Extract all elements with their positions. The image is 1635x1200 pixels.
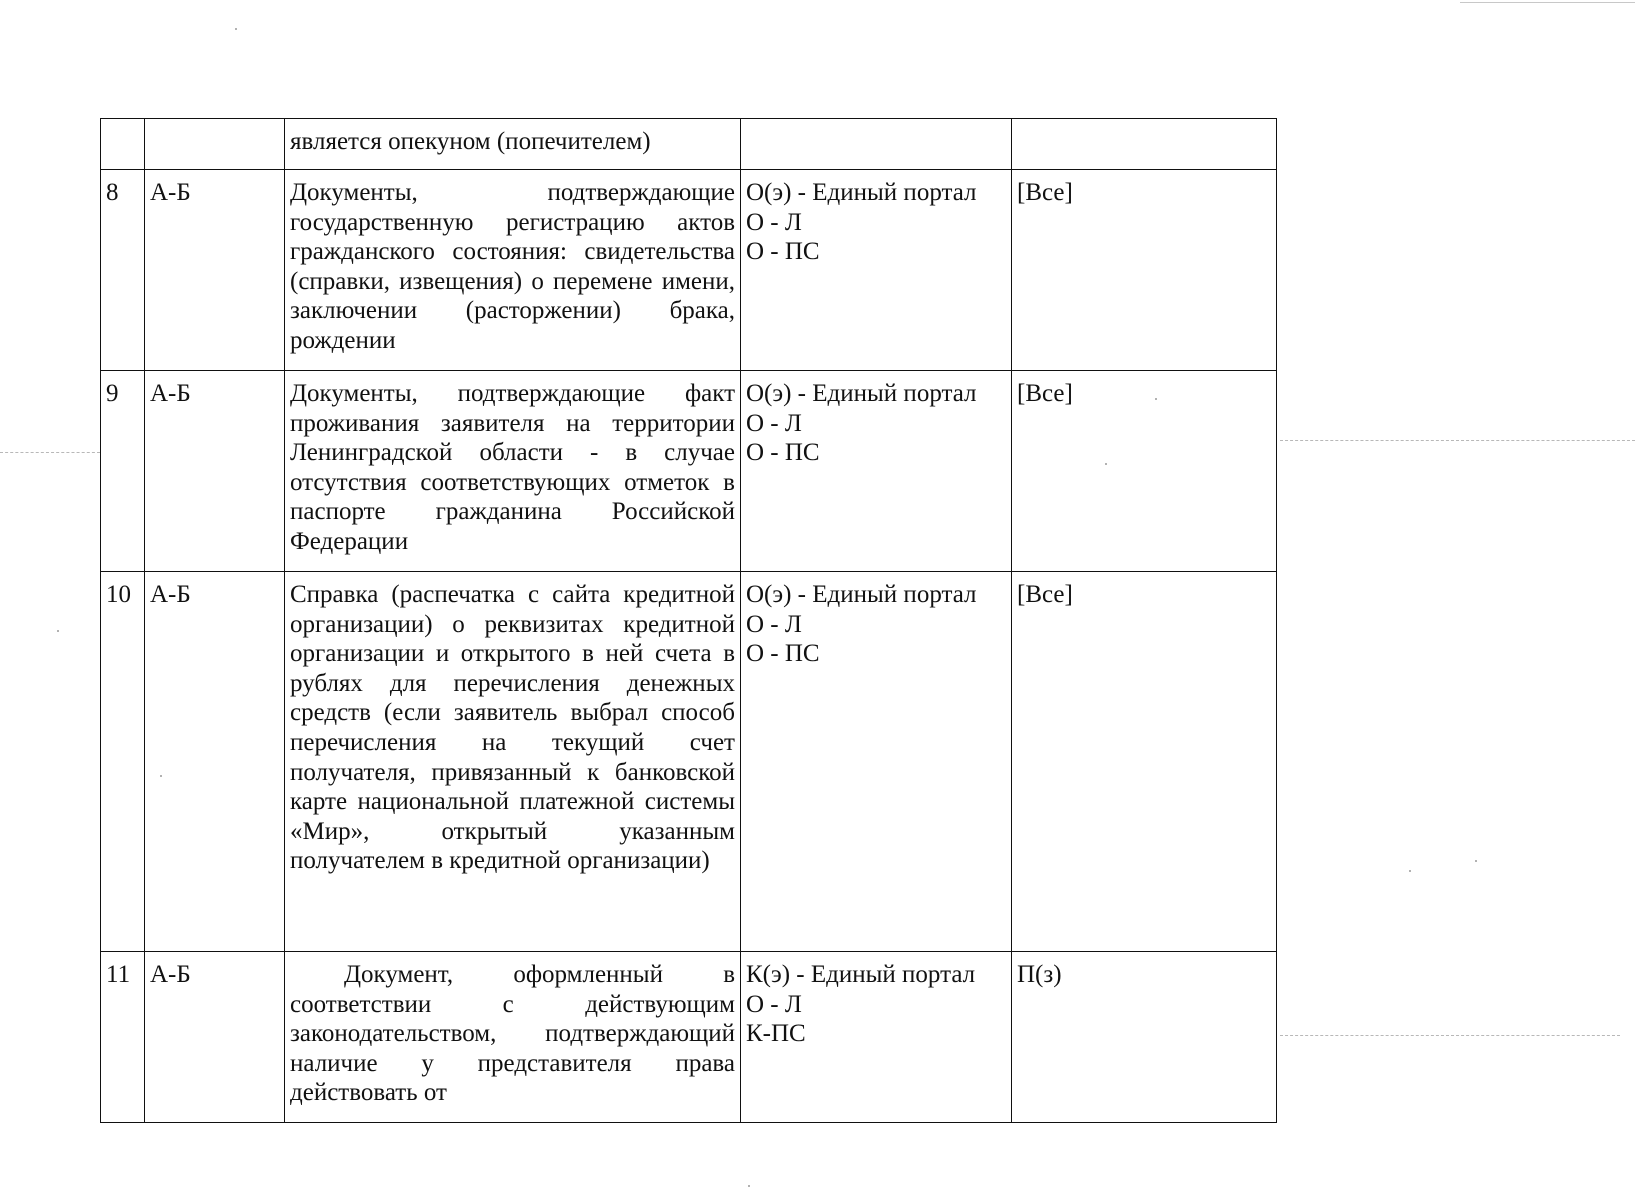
submission-method-cell — [741, 170, 1012, 371]
row-number-cell: 10 — [101, 572, 145, 952]
submission-method-item: О - ПС — [746, 439, 820, 467]
category-cell: А-Б — [145, 952, 285, 1123]
document-description: Документ, оформленный в соответствии с действующим законодательством, подтверждающий наличие у представителя права действовать от — [290, 961, 735, 1107]
submission-method-item: О - Л — [746, 610, 802, 638]
submission-method-item: О(э) - Единый портал — [746, 380, 977, 407]
scan-artifact-line — [1280, 440, 1635, 441]
submission-method-item: О - Л — [746, 409, 802, 437]
submission-method-cell — [741, 371, 1012, 572]
document-description-cell — [285, 952, 741, 1123]
table-row — [101, 371, 1277, 572]
category-cell: А-Б — [145, 572, 285, 952]
table-row — [101, 119, 1277, 170]
scan-artifact-line — [1460, 2, 1635, 3]
submission-method-item: К(э) - Единый портал — [746, 961, 976, 988]
document-description: Справка (распечатка с сайта кредитной организации) о реквизитах кредитной организации и открытого в ней счета в рублях для перечисления денежных средств (если заявитель выбрал способ перечисления на текущий счет получателя, привязанный к банковской карте национальной платежной системы «Мир», открытый указанным получателем в кредитной организации) — [290, 581, 735, 875]
applicant-group-cell: П(з) — [1012, 952, 1277, 1123]
document-description: Документы, подтверждающие государственную регистрацию актов гражданского состояния: свидетельства (справки, извещения) о перемене имени, заключении (расторжении) брака, рождении — [290, 179, 735, 354]
document-description: является опекуном (попечителем) — [290, 128, 651, 155]
scan-artifact-dot — [1475, 860, 1477, 862]
submission-method-cell — [741, 119, 1012, 170]
applicant-group-cell: [Все] — [1012, 170, 1277, 371]
submission-method-item: О - ПС — [746, 238, 820, 266]
document-description: Документы, подтверждающие факт проживания заявителя на территории Ленинградской области - в случае отсутствия соответствующих отметок в паспорте гражданина Российской Федерации — [290, 380, 735, 555]
applicant-group-cell — [1012, 119, 1277, 170]
submission-method-item: О(э) - Единый портал — [746, 581, 977, 608]
submission-method-item: К-ПС — [746, 1020, 806, 1048]
row-number-cell: 11 — [101, 952, 145, 1123]
scan-artifact-line — [1280, 1035, 1620, 1036]
documents-table — [100, 118, 1277, 1123]
table-row — [101, 952, 1277, 1123]
submission-method-item: О - Л — [746, 208, 802, 236]
category-cell: А-Б — [145, 371, 285, 572]
scan-artifact-dot — [235, 28, 237, 30]
submission-method-cell — [741, 952, 1012, 1123]
submission-method-item: О - Л — [746, 990, 802, 1018]
scan-artifact-dot — [57, 630, 59, 632]
table-row — [101, 170, 1277, 371]
row-number-cell — [101, 119, 145, 170]
submission-method-cell — [741, 572, 1012, 952]
applicant-group-cell: [Все] — [1012, 371, 1277, 572]
submission-method-item: О - ПС — [746, 640, 820, 668]
document-description-cell — [285, 170, 741, 371]
table-row — [101, 572, 1277, 952]
document-description-cell — [285, 371, 741, 572]
scan-artifact-line — [0, 452, 100, 453]
category-cell — [145, 119, 285, 170]
applicant-group-cell: [Все] — [1012, 572, 1277, 952]
category-cell: А-Б — [145, 170, 285, 371]
row-number-cell: 9 — [101, 371, 145, 572]
scan-artifact-dot — [1409, 870, 1411, 872]
document-description-cell — [285, 119, 741, 170]
scan-artifact-dot — [748, 1185, 750, 1187]
submission-method-item: О(э) - Единый портал — [746, 179, 977, 206]
row-number-cell: 8 — [101, 170, 145, 371]
document-description-cell — [285, 572, 741, 952]
